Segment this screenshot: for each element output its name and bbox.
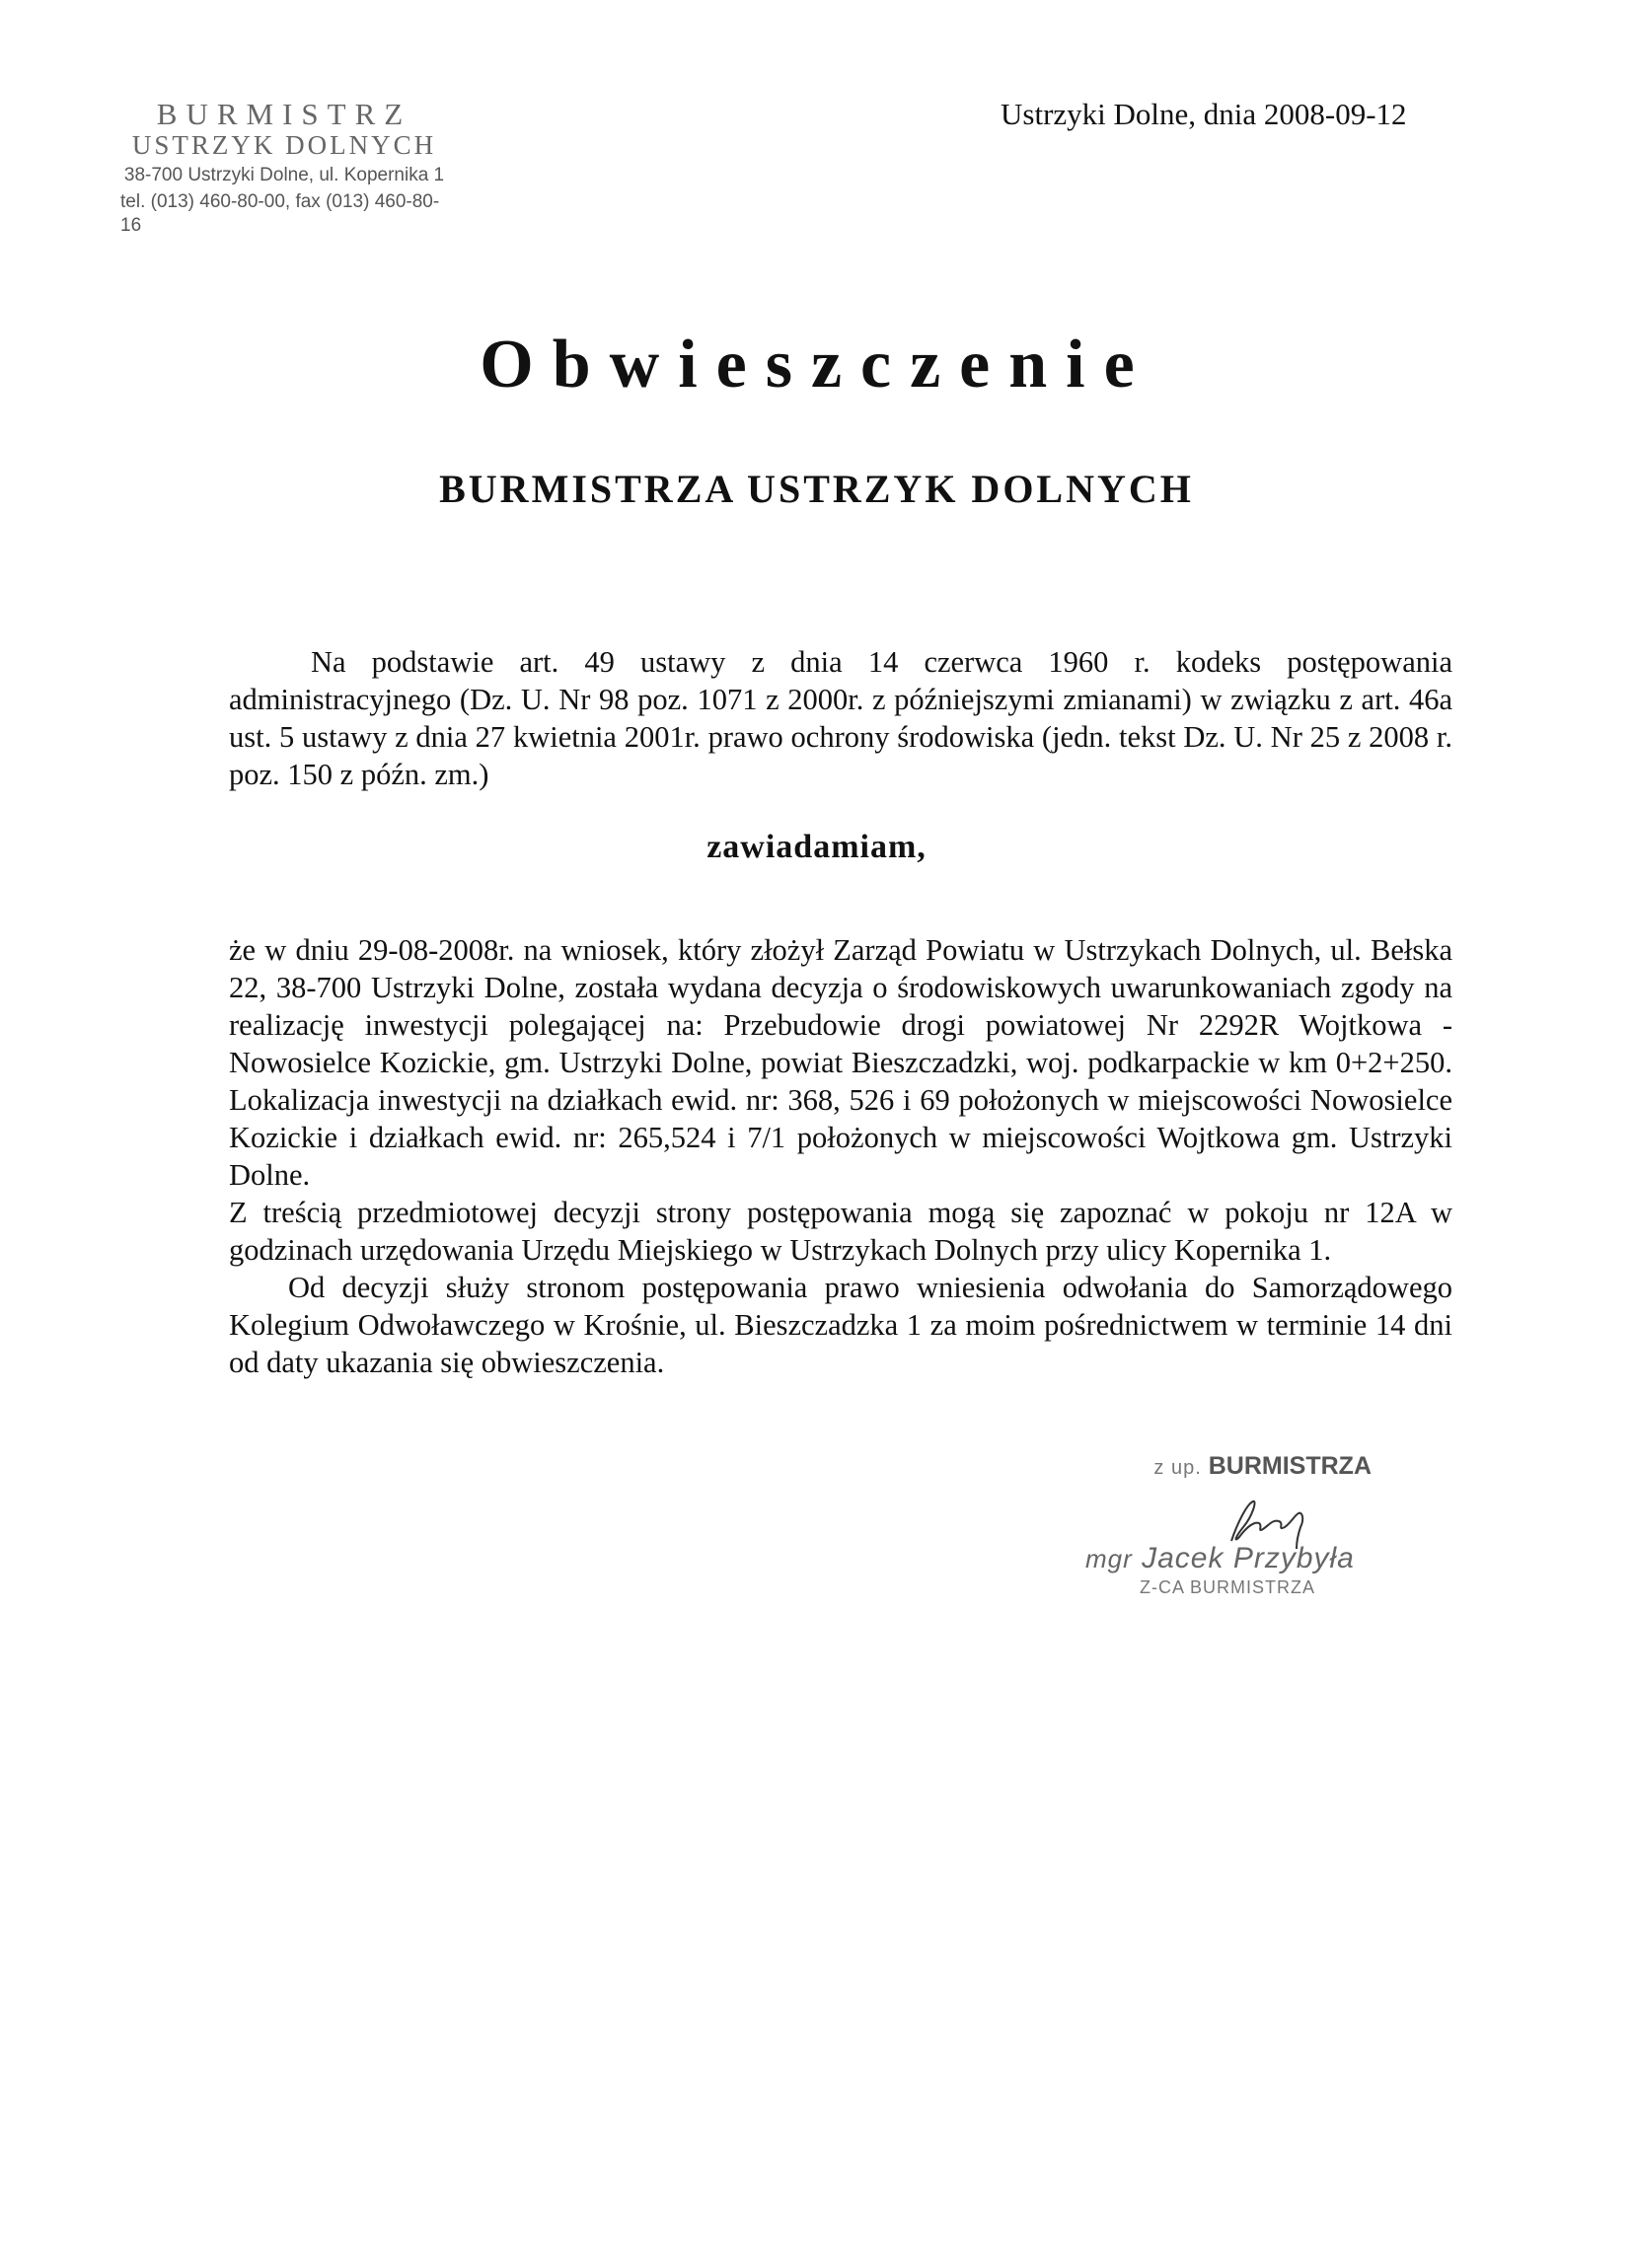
document-subtitle: BURMISTRZA USTRZYK DOLNYCH <box>439 467 1194 511</box>
legal-basis-paragraph <box>229 643 1452 793</box>
notice-body <box>229 931 1452 1381</box>
announcement-heading: zawiadamiam, <box>706 829 927 865</box>
place-and-date: Ustrzyki Dolne, dnia 2008-09-12 <box>1001 97 1407 131</box>
signature-role: BURMISTRZA <box>1208 1452 1372 1480</box>
letterhead-address: 38-700 Ustrzyki Dolne, ul. Kopernika 1 <box>123 165 445 186</box>
letterhead-line-2: USTRZYK DOLNYCH <box>131 129 437 160</box>
document-title: Obwieszczenie <box>480 327 1153 402</box>
letterhead-phone-fax: tel. (013) 460-80-00, fax (013) 460-80-16 <box>120 190 440 237</box>
appeal-paragraph: Od decyzji służy stronom postępowania prawo wniesienia odwołania do Samorządowego Kolegium Odwoławczego w Krośnie, ul. Bieszczadzka 1 za moim pośrednictwem w terminie 14 dni od daty ukazania się obwieszczenia. <box>229 1271 1452 1379</box>
signatory-full-name: Jacek Przybyła <box>1142 1542 1355 1574</box>
decision-paragraph: że w dniu 29-08-2008r. na wniosek, który złożył Zarząd Powiatu w Ustrzykach Dolnych, ul. Bełska 22, 38-700 Ustrzyki Dolne, została wydana decyzja o środowiskowych uwarunkowaniach zgody na realizację inwestycji polegającej na: Przebudowie drogi powiatowej Nr 2292R Wojtkowa - Nowosielce Kozickie, gm. Ustrzyki Dolne, powiat Bieszczadzki, woj. podkarpackie w km 0+2+250. Lokalizacja inwestycji na działkach ewid. nr: 368, 526 i 69 położonych w miejscowości Nowosielce Kozickie i działkach ewid. nr: 265,524 i 7/1 położonych w miejscowości Wojtkowa gm. Ustrzyki Dolne. <box>229 933 1452 1192</box>
signature-stamp <box>1085 1452 1411 1598</box>
letterhead-line-1: BURMISTRZ <box>156 97 412 131</box>
signature-prefix: z up. <box>1153 1457 1202 1479</box>
handwritten-signature <box>1214 1494 1322 1563</box>
legal-basis-text: Na podstawie art. 49 ustawy z dnia 14 czerwca 1960 r. kodeks postępowania administracyjnego (Dz. U. Nr 98 poz. 1071 z 2000r. z późniejszymi zmianami) w związku z art. 46a ust. 5 ustawy z dnia 27 kwietnia 2001r. prawo ochrony środowiska (jedn. tekst Dz. U. Nr 25 z 2008 r. poz. 150 z późn. zm.) <box>229 645 1452 791</box>
signatory-degree: mgr <box>1085 1544 1133 1573</box>
office-letterhead-stamp <box>116 99 452 239</box>
signatory-position: Z-CA BURMISTRZA <box>1140 1577 1316 1597</box>
signature-authority <box>1085 1452 1411 1481</box>
access-paragraph: Z treścią przedmiotowej decyzji strony postępowania mogą się zapoznać w pokoju nr 12A w godzinach urzędowania Urzędu Miejskiego w Ustrzykach Dolnych przy ulicy Kopernika 1. <box>229 1196 1452 1267</box>
